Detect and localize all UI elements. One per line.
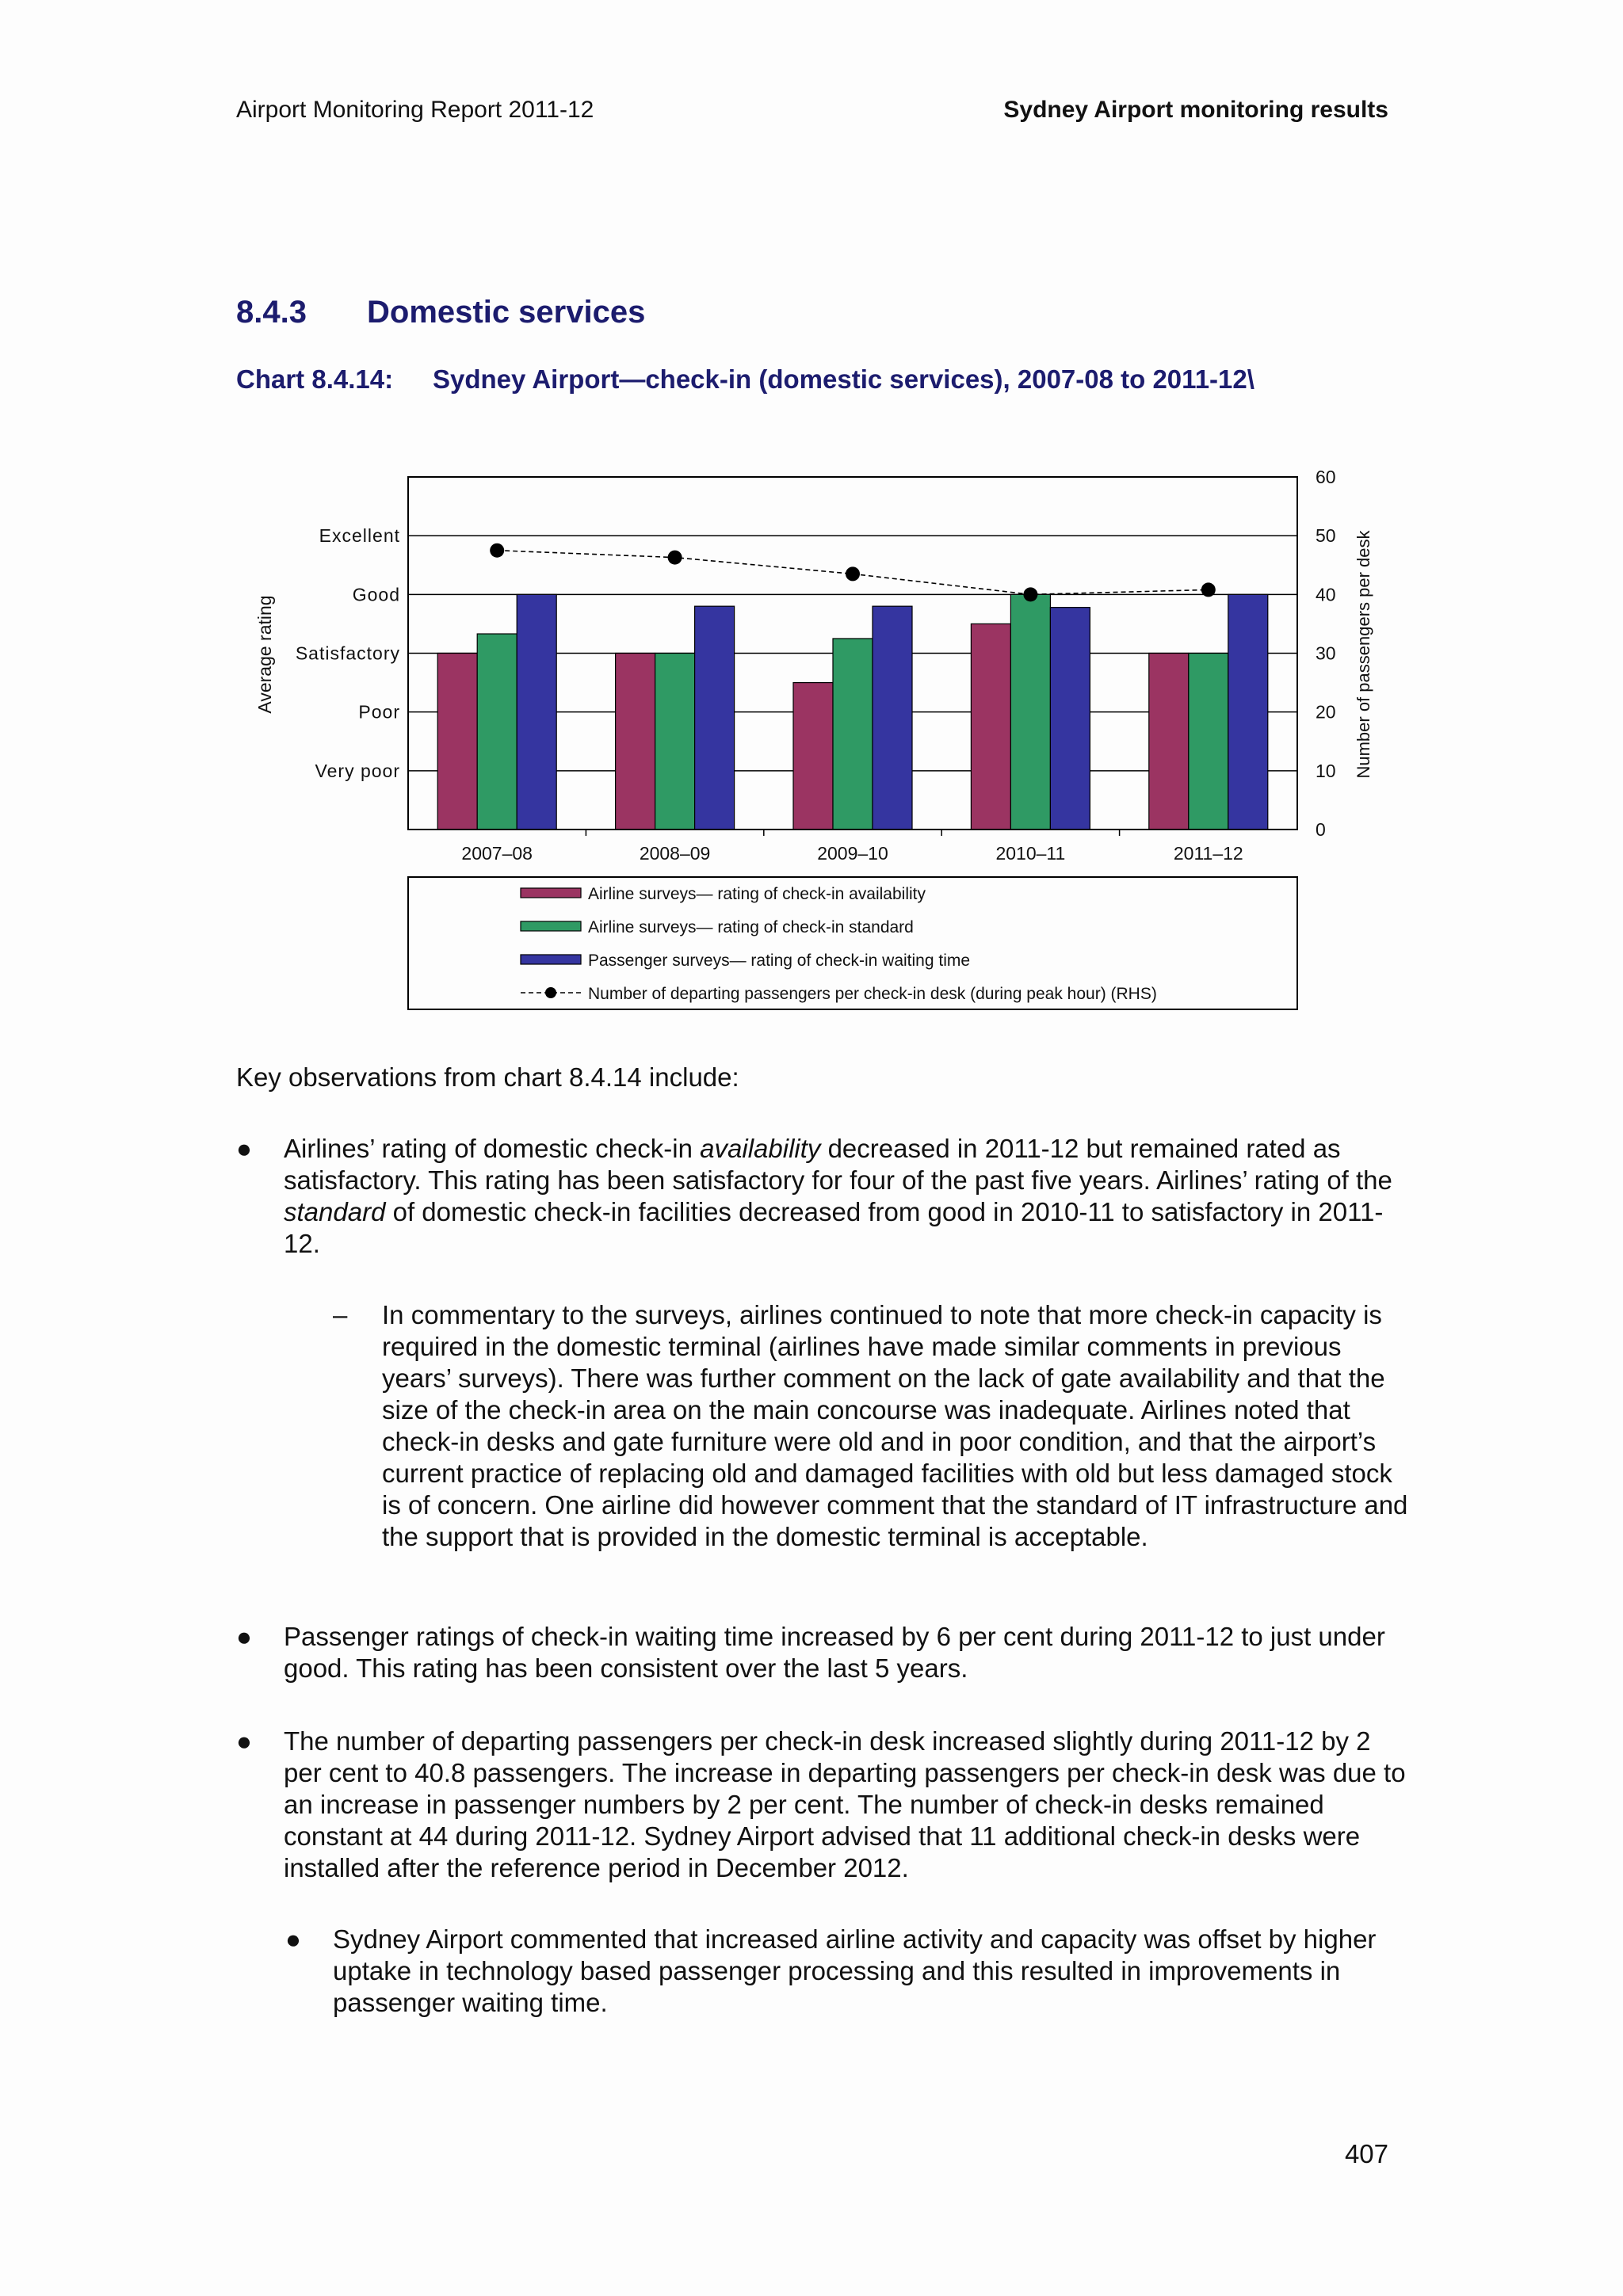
legend-label: Airline surveys— rating of check-in standard [588,918,914,936]
bar [477,634,517,830]
bar [437,654,477,830]
bar [833,639,873,830]
bar [1050,608,1090,830]
x-tick-label: 2011–12 [1173,843,1243,864]
y2-tick-label: 60 [1316,467,1336,487]
emphasis-standard: standard [284,1197,386,1226]
legend-swatch [521,921,581,931]
section-title: Domestic services [367,295,646,330]
emphasis-availability: availability [700,1134,821,1163]
text-run: decreased in 2011-12 but remained rated as satisfactory. This rating has been satisfactory for four of the past five years. Airlines’ rating of the [284,1134,1392,1195]
bullet-icon: ● [285,1924,301,1954]
legend-marker [545,987,556,998]
legend-swatch [521,955,581,964]
running-header-left: Airport Monitoring Report 2011-12 [236,97,594,123]
y2-tick-label: 50 [1316,525,1336,547]
y2-tick-label: 0 [1316,819,1326,840]
bar [971,624,1010,830]
passengers-per-desk-point [846,566,860,581]
check-in-chart [0,0,1623,1030]
bar [1228,594,1268,830]
bullet-text [284,1133,1409,1260]
y-tick-label: Excellent [319,525,400,547]
bar [517,594,556,830]
bullet-text: The number of departing passengers per check-in desk increased slightly during 2011-12 by 2 per cent to 40.8 passengers. The increase in departing passengers per check-in desk was due to an increase in passenger numbers by 2 per cent. The number of check-in desks remained constant at 44 during 2011-12. Sydney Airport advised that 11 additional check-in desks were installed after the reference period in December 2012. [284,1726,1406,1882]
bullet-icon: ● [236,1726,252,1756]
sub-bullet-text: In commentary to the surveys, airlines continued to note that more check-in capacity is required in the domestic terminal (airlines have made similar comments in previous years’ surveys). There was further comment on the lack of gate availability and that the size of the check-in area on the main concourse was inadequate. Airlines noted that check-in desks and gate furniture were old and in poor condition, and that the airport’s current practice of replacing old and damaged facilities with old but less damaged stock is of concern. One airline did however comment that the standard of IT infrastructure and the support that is provided in the domestic terminal is acceptable. [382,1300,1408,1551]
text-run: Airlines’ rating of domestic check-in [284,1134,701,1163]
running-header-right: Sydney Airport monitoring results [1003,97,1388,123]
bullet-text: Passenger ratings of check-in waiting time increased by 6 per cent during 2011-12 to just under good. This rating has been consistent over the last 5 years. [284,1622,1385,1683]
bar [873,606,912,830]
bullet-text: Sydney Airport commented that increased airline activity and capacity was offset by higher uptake in technology based passenger processing and this resulted in improvements in passenger waiting time. [333,1924,1377,2017]
x-tick-label: 2008–09 [639,843,711,864]
key-observations-intro: Key observations from chart 8.4.14 include: [236,1062,739,1092]
text-run: of domestic check-in facilities decreased from good in 2010-11 to satisfactory in 2011-12. [284,1197,1384,1258]
bar [616,654,655,830]
legend-label: Number of departing passengers per check-in desk (during peak hour) (RHS) [588,985,1157,1003]
x-tick-label: 2010–11 [995,843,1066,864]
y-tick-label: Very poor [315,760,400,781]
y2-tick-label: 30 [1316,643,1336,664]
y2-tick-label: 10 [1316,760,1336,781]
page-number: 407 [1344,2139,1388,2168]
y2-axis-title: Number of passengers per desk [1354,530,1373,779]
legend-label: Passenger surveys— rating of check-in waiting time [588,952,971,970]
passengers-per-desk-point [490,543,504,558]
dash-icon: – [333,1300,348,1329]
y-tick-label: Good [352,584,400,605]
legend-swatch [521,888,581,898]
bar [655,654,695,830]
bar [1010,594,1050,830]
y-axis-title: Average rating [254,595,275,714]
y2-tick-label: 20 [1316,701,1336,723]
y2-tick-label: 40 [1316,584,1336,605]
legend-label: Airline surveys— rating of check-in availability [588,885,926,903]
bullet-icon: ● [236,1134,252,1163]
bar [793,683,833,830]
y-tick-label: Poor [358,701,400,723]
passengers-per-desk-point [1201,582,1216,597]
x-tick-label: 2007–08 [461,843,533,864]
y-tick-label: Satisfactory [295,643,400,664]
section-number: 8.4.3 [236,295,307,330]
bar [1149,654,1189,830]
chart-caption-number: Chart 8.4.14: [236,364,394,394]
passengers-per-desk-point [1023,587,1037,601]
chart-caption-text: Sydney Airport—check-in (domestic services), 2007-08 to 2011-12\ [433,364,1254,394]
bar [695,606,735,830]
passengers-per-desk-point [668,551,682,565]
bar [1189,654,1228,830]
x-tick-label: 2009–10 [817,843,888,864]
bullet-icon: ● [236,1622,252,1651]
